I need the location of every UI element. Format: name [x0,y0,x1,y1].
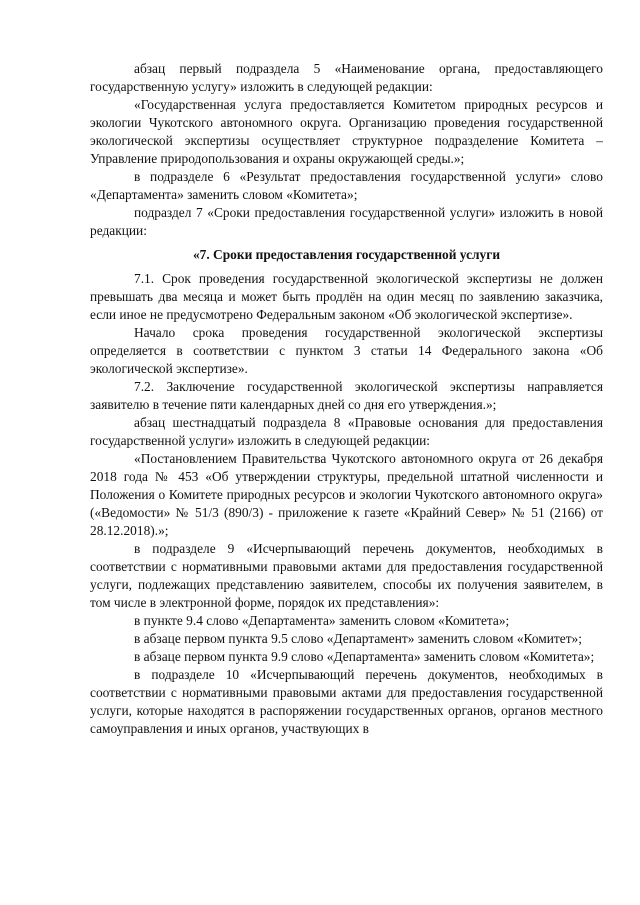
paragraph-6: Начало срока проведения государственной экологической экспертизы определяется в соответствии с пунктом 3 статьи 14 Федерального закона «Об экологической экспертизе». [90,325,603,376]
paragraph-11: в пункте 9.4 слово «Департамента» заменить словом «Комитета»; [134,613,510,628]
paragraph-9: «Постановлением Правительства Чукотского автономного округа от 26 декабря 2018 года № 453 «Об утверждении структуры, предельной штатной численности и Положения о Комитете природных ресурсов и экологии Чукотского автономного округа» («Ведомости» № 51/3 (890/3) - приложение к газете «Крайний Север» № 51 (2166) от 28.12.2018).»; [90,451,603,538]
paragraph-4: подраздел 7 «Сроки предоставления государственной услуги» изложить в новой редакции: [90,205,603,238]
paragraph-2: «Государственная услуга предоставляется Комитетом природных ресурсов и экологии Чукотского автономного округа. Организацию проведения государственной экологической экспертизы осуществляет структурное подразделение Комитета – Управление природопользования и охраны окружающей среды.»; [90,97,603,166]
paragraph-1: абзац первый подраздела 5 «Наименование органа, предоставляющего государственную услугу» изложить в следующей редакции: [90,61,603,94]
paragraph-13: в абзаце первом пункта 9.9 слово «Департамента» заменить словом «Комитета»; [134,649,595,664]
document-page [90,60,603,738]
paragraph-8: абзац шестнадцатый подраздела 8 «Правовые основания для предоставления государственной услуги» изложить в следующей редакции: [90,415,603,448]
section-heading: «7. Сроки предоставления государственной услуги [192,247,501,262]
paragraph-7: 7.2. Заключение государственной экологической экспертизы направляется заявителю в течение пяти календарных дней со дня его утверждения.»; [90,379,603,412]
paragraph-14: в подразделе 10 «Исчерпывающий перечень документов, необходимых в соответствии с нормативными правовыми актами для предоставления государственной услуги, которые находятся в распоряжении государственных органов, органов местного самоуправления и иных органов, участвующих в [90,667,603,736]
paragraph-5: 7.1. Срок проведения государственной экологической экспертизы не должен превышать два месяца и может быть продлён на один месяц по заявлению заказчика, если иное не предусмотрено Федеральным законом «Об экологической экспертизе». [90,271,603,322]
paragraph-12: в абзаце первом пункта 9.5 слово «Департамент» заменить словом «Комитет»; [134,631,582,646]
paragraph-10: в подразделе 9 «Исчерпывающий перечень документов, необходимых в соответствии с нормативными правовыми актами для предоставления государственной услуги, подлежащих представлению заявителем, способы их получения заявителем, в том числе в электронной форме, порядок их представления»: [90,541,603,610]
paragraph-3: в подразделе 6 «Результат предоставления государственной услуги» слово «Департамента» заменить словом «Комитета»; [90,169,603,202]
